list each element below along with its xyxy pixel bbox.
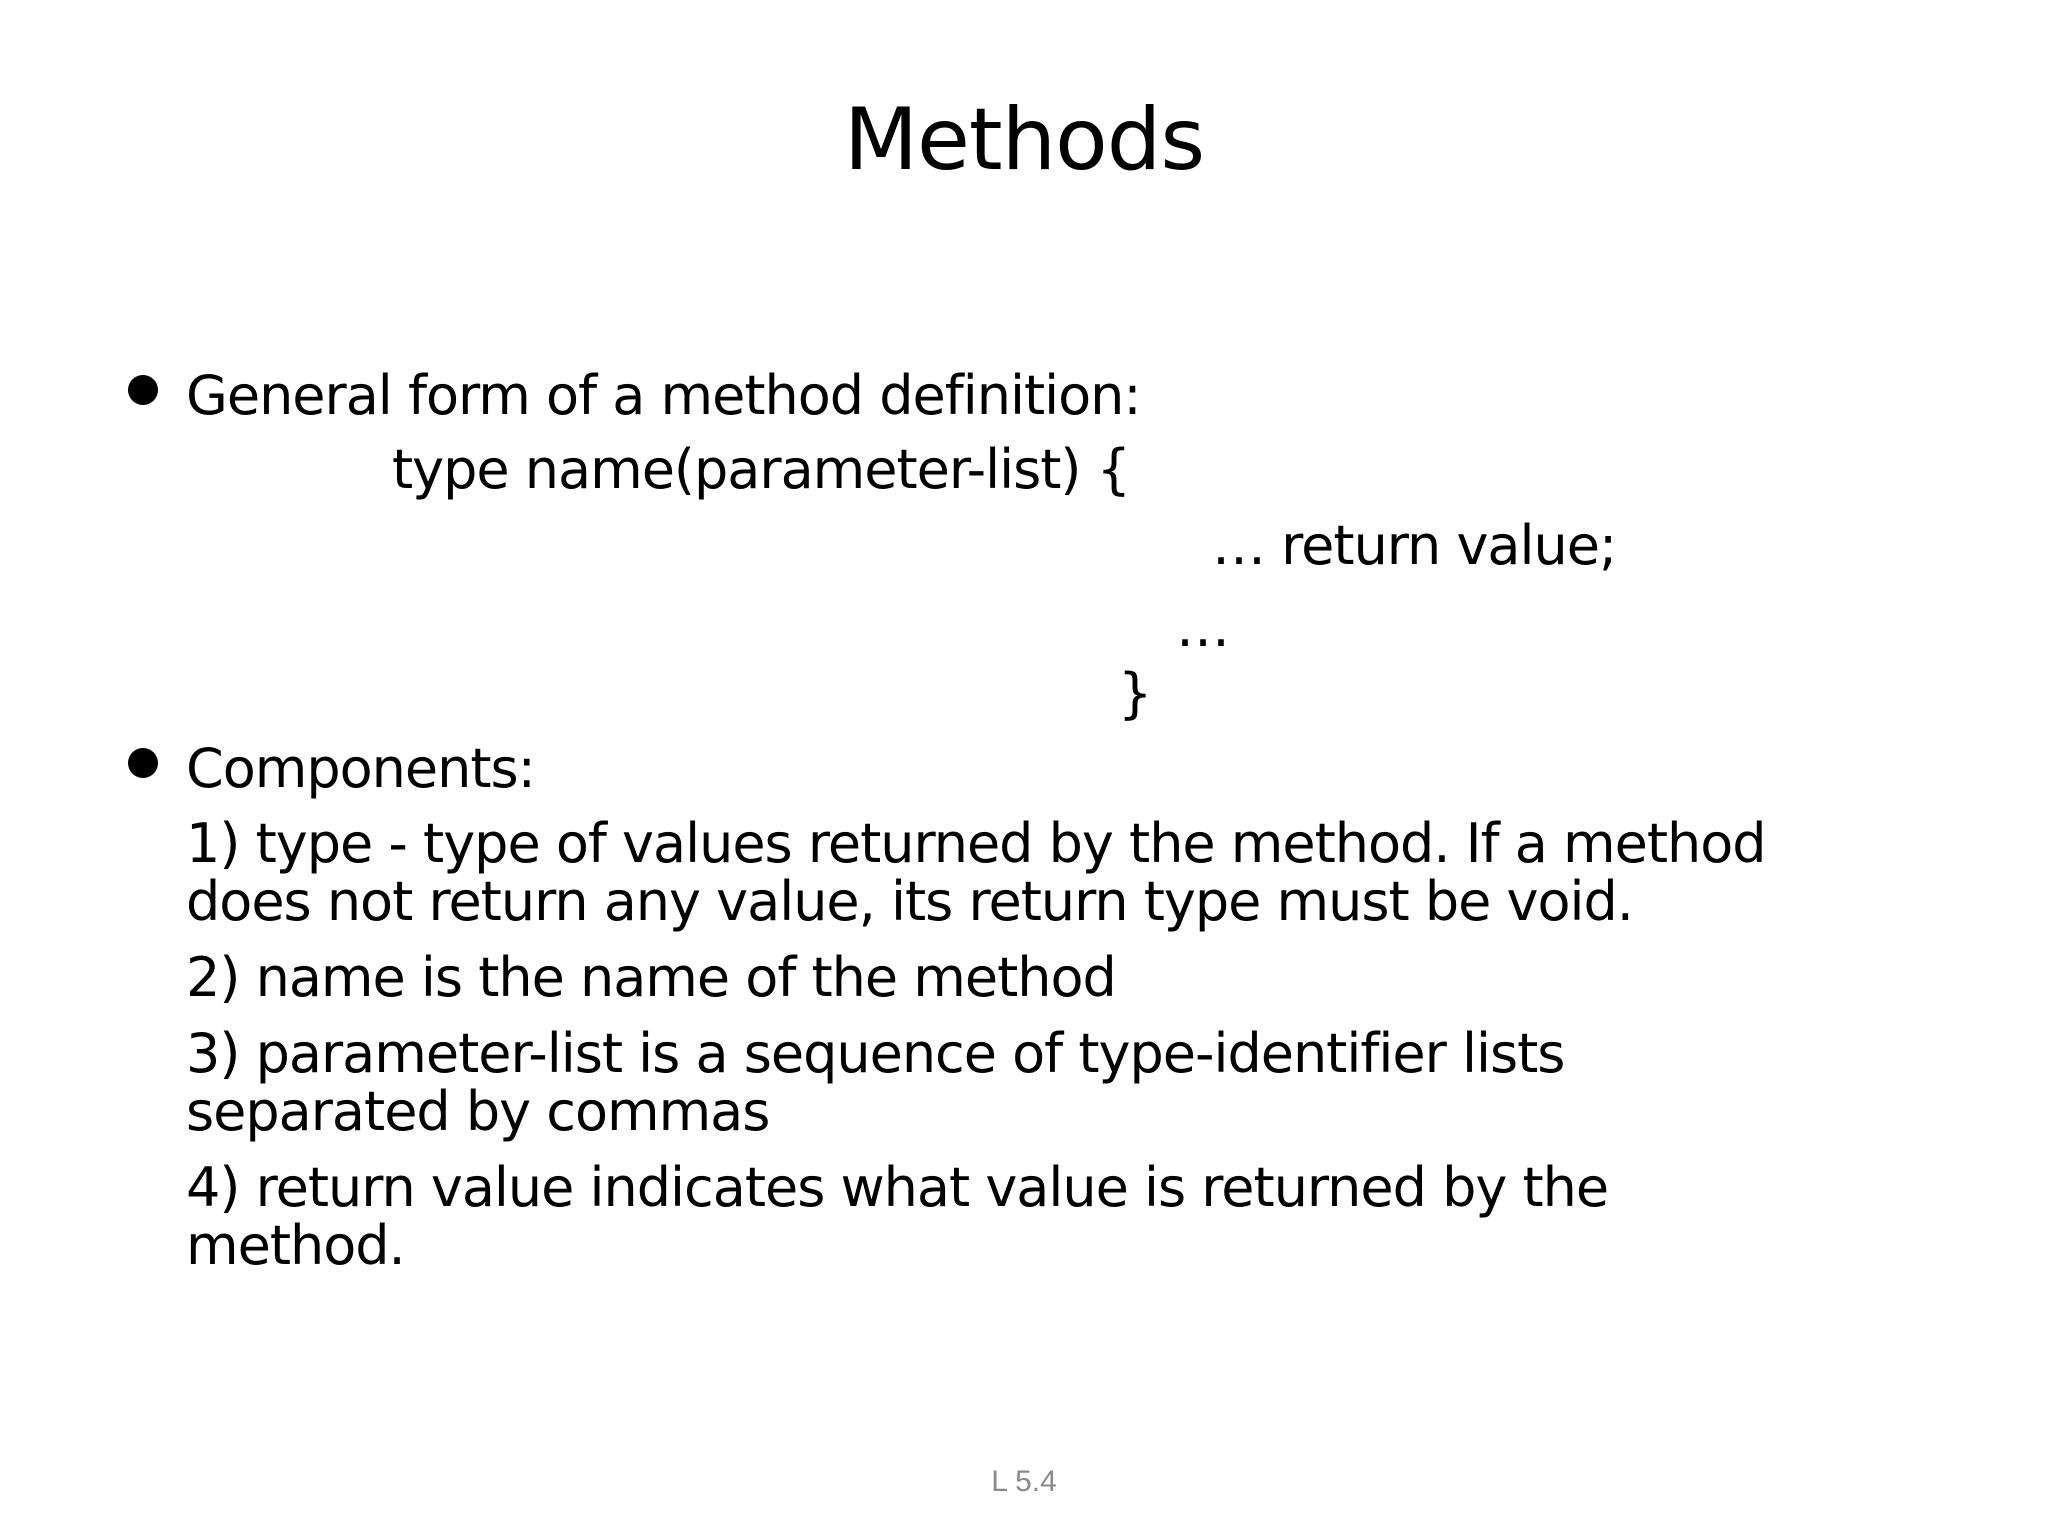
- code-return-line: … return value;: [1212, 514, 1617, 577]
- component-item-1: 1) type - type of values returned by the method. If a method: [186, 812, 1766, 875]
- bullet-dot: [128, 748, 158, 778]
- code-signature-line: type name(parameter-list) {: [392, 438, 1131, 501]
- slide-title: Methods: [843, 90, 1205, 190]
- bullet-dot: [128, 375, 158, 405]
- component-item-4: 4) return value indicates what value is returned by the: [186, 1156, 1609, 1219]
- code-ellipsis-line: …: [1176, 596, 1229, 659]
- component-item-3-cont: separated by commas: [186, 1080, 770, 1143]
- slide-number: L 5.4: [991, 1465, 1057, 1498]
- component-item-3: 3) parameter-list is a sequence of type-identifier lists: [186, 1022, 1565, 1085]
- bullet-components: Components:: [186, 737, 535, 800]
- component-item-4-cont: method.: [186, 1214, 405, 1277]
- component-item-2: 2) name is the name of the method: [186, 946, 1116, 1009]
- code-closing-brace: }: [1118, 662, 1152, 725]
- bullet-general-form: General form of a method definition:: [186, 364, 1141, 427]
- component-item-1-cont: does not return any value, its return type must be void.: [186, 870, 1633, 933]
